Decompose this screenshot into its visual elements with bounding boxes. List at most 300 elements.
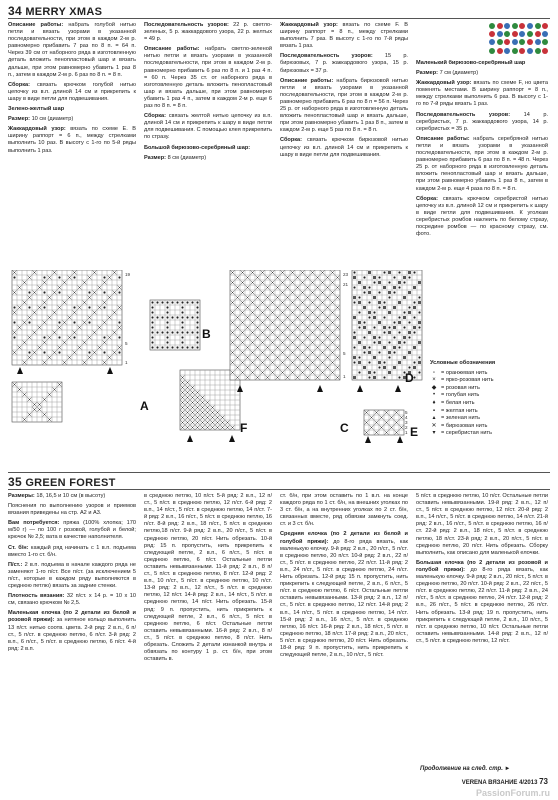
chart-d-fill-mark (358, 301, 361, 304)
repeat-arrow-icon (397, 436, 403, 443)
paragraph (8, 106, 136, 113)
paragraph-heading: Последовательность узоров: (144, 22, 229, 28)
paragraph-heading: П/ст.: (8, 561, 23, 568)
chart-d-fill-mark (393, 306, 396, 309)
paragraph-heading: Последовательность узоров: (416, 111, 511, 118)
chart-d-dot-mark (393, 336, 395, 338)
chart-d-dot-mark (403, 311, 405, 313)
section-35-heading (8, 475, 116, 489)
ornament-illustration (488, 22, 550, 56)
chart-d-dot-mark (418, 311, 420, 313)
chart-b2-dot-mark (156, 346, 158, 348)
chart-d-fill-mark (368, 311, 371, 314)
chart-b-dot-mark (43, 306, 45, 308)
chart-d-dot-mark (413, 316, 415, 318)
chart-d-dot-mark (418, 326, 420, 328)
legend-label: = ярко-розовая нить (441, 377, 494, 384)
chart-b2-dot-mark (196, 321, 198, 323)
chart-d-fill-mark (388, 331, 391, 334)
chart-d-fill-mark (353, 336, 356, 339)
chart-d-dot-mark (368, 286, 370, 288)
chart-d-dot-mark (413, 331, 415, 333)
chart-d-fill-mark (368, 271, 371, 274)
chart-d-dot-mark (393, 276, 395, 278)
paragraph-text: 32 п/ст. х 14 р. = 10 х 10 см, связано крючком № 2,5. (8, 593, 136, 607)
chart-b2-dot-mark (196, 346, 198, 348)
chart-b-dot-mark (13, 306, 15, 308)
chart-d-dot-mark (413, 301, 415, 303)
paragraph-text: вязать по схеме F, но цвета поменять местами. В ширину раппорт = 8 п., между стрелками выполнить 6 раз. В высоту с 1-го по 7-й ряды вязать 1 раз. (416, 80, 548, 108)
repeat-arrow-icon (365, 436, 371, 443)
ornament-dot (504, 31, 510, 37)
legend-symbol: × (432, 377, 436, 384)
chart-b2-dot-mark (196, 306, 198, 308)
chart-d-fill-mark (353, 296, 356, 299)
chart-d-fill-mark (408, 311, 411, 314)
chart-d-fill-mark (418, 361, 421, 364)
chart-b2-dot-mark (166, 321, 168, 323)
chart-b-dot-mark (58, 291, 60, 293)
chart-b2-dot-mark (181, 311, 183, 313)
paragraph (8, 610, 136, 653)
paragraph (416, 60, 548, 67)
paragraph-text: 5 п/ст. в среднюю петлю, 10 п/ст. Остальные петли оставить невывязанными. 19-й ряд: 2 в.п., 12 п/ст., 5 п/ст. в среднюю петлю, 12 п/ст. 20-й ряд: 2 в.п., 14 п/ст., 5 п/ст. в среднюю петлю, 14 п/ст. 21-й ряд: 2 в.п., 16 п/ст., 5 п/ст. в среднюю петлю, 16 п/ст. 22-й ряд: 2 в.п., 18 п/ст., 5 п/ст. в среднюю петлю, 18 п/ст. 23-й ряд: 2 в.п., 20 п/ст., 5 п/ст. в среднюю петлю, 20 п/ст. Нить обрезать. Сборку выполнить, как описано для маленькой елочки. (416, 493, 548, 556)
ornament-dot (489, 39, 495, 45)
paragraph (280, 53, 408, 74)
chart-b2-dot-mark (176, 331, 178, 333)
ornament-dot (527, 39, 533, 45)
legend-symbol: ▴ (432, 415, 436, 422)
paragraph-text: пряжа (100% хлопка; 170 м/50 г) — по 100 г розовой, голубой и белой; крючок № 2,5; вата в качестве наполнителя. (8, 520, 136, 541)
chart-b2-dot-mark (176, 301, 178, 303)
chart-b-dot-mark (58, 336, 60, 338)
chart-d-fill-mark (413, 326, 416, 329)
section-35-rule-top (8, 472, 550, 473)
legend-label: = розовая нить (441, 384, 480, 391)
legend-label: = серебристая нить (441, 430, 493, 437)
paragraph-text: связать крючком серебристой нитью цепочку из в.п. длиной 12 см и прикрепить к шару в виде петли для подвешивания. К уголкам серебристых ромбов наклеить по белому стразу, посредине ромбов — по красному стразу, см. фото. (416, 195, 548, 238)
chart-d-fill-mark (418, 281, 421, 284)
chart-d-dot-mark (388, 281, 390, 283)
chart-b2-dot-mark (151, 341, 153, 343)
paragraph-text: вязать по схеме F. В ширину раппорт = 8 п., между стрелками выполнить 7 раз. В высоту с 1-го по 7-й ряды вязать 1 раз. (280, 22, 408, 50)
ornament-dot (519, 31, 525, 37)
section-35-column-1 (8, 493, 136, 785)
chart-d-dot-mark (368, 316, 370, 318)
chart-d-fill-mark (373, 376, 376, 379)
chart-b2-dot-mark (151, 301, 153, 303)
chart-d-fill-mark (403, 336, 406, 339)
paragraph-heading: Средняя елочка (по 2 детали из белой и голубой пряжи): (280, 531, 408, 545)
chart-b2-dot-mark (151, 321, 153, 323)
ornament-dot (519, 23, 525, 29)
chart-d-fill-mark (388, 371, 391, 374)
chart-b-dot-mark (58, 321, 60, 323)
row-number: 5 (343, 351, 346, 356)
chart-b-dot-mark (88, 321, 90, 323)
chart-d-fill-mark (408, 291, 411, 294)
paragraph-text: 22 р. светло-зеленых, 5 р. жаккардового узора, 22 р. желтых = 49 р. (144, 22, 272, 43)
chart-b-dot-mark (73, 321, 75, 323)
chart-d-dot-mark (353, 331, 355, 333)
section-34-column-1 (8, 22, 136, 270)
chart-d-fill-mark (403, 276, 406, 279)
ornament-dot (512, 31, 518, 37)
section-34-heading (8, 4, 102, 18)
section-35-rule (8, 489, 550, 490)
chart-d-fill-mark (393, 346, 396, 349)
chart-b2-dot-mark (151, 311, 153, 313)
paragraph-heading: Плотность вязания: (8, 593, 65, 600)
chart-b2-dot-mark (156, 331, 158, 333)
chart-d-fill-mark (373, 276, 376, 279)
paragraph-text: связать крючком бирюзовой нитью цепочку из в.п. длиной 14 см и прикрепить к шару в виде петли для подвешивания. (280, 137, 408, 158)
chart-d-fill-mark (363, 286, 366, 289)
chart-b2-dot-mark (176, 316, 178, 318)
chart-b2-dot-mark (151, 336, 153, 338)
paragraph-heading: Жаккардовый узор: (416, 80, 472, 87)
chart-d-dot-mark (413, 376, 415, 378)
paragraph-text: 14 р. серебристых, 7 р. жаккардового узора, 14 р. серебристых = 35 р. (416, 111, 548, 132)
chart-b-dot-mark (73, 276, 75, 278)
paragraph-text: вязать по схеме Е. В ширину раппорт = 6 п., между стрелками выполнить 10 раз. В высоту с 1-го по 5-й ряды выполнить 1 раз. (8, 126, 136, 154)
chart-b-dot-mark (58, 351, 60, 353)
paragraph (8, 493, 136, 500)
legend (430, 360, 550, 438)
row-number: 3 (405, 420, 408, 425)
chart-d-dot-mark (408, 366, 410, 368)
chart-d-fill-mark (403, 296, 406, 299)
repeat-arrow-icon (229, 435, 235, 442)
paragraph-heading: Зелено-желтый шар (8, 106, 65, 113)
chart-b-dot-mark (103, 306, 105, 308)
chart-d-dot-mark (383, 271, 385, 273)
paragraph (8, 82, 136, 103)
chart-b2-dot-mark (196, 301, 198, 303)
chart-d-fill-mark (363, 346, 366, 349)
chart-b2-dot-mark (151, 346, 153, 348)
paragraph-heading: Размер: (416, 70, 439, 77)
chart-d-dot-mark (403, 281, 405, 283)
chart-b2-dot-mark (166, 311, 168, 313)
chart-d-fill-mark (398, 341, 401, 344)
legend-item (430, 392, 550, 400)
paragraph-heading: Описание работы: (144, 46, 200, 53)
section-34-title: MERRY XMAS (25, 6, 103, 18)
chart-b2-dot-mark (166, 331, 168, 333)
chart-b2-dot-mark (196, 341, 198, 343)
paragraph (8, 545, 136, 559)
chart-b-dot-mark (13, 321, 15, 323)
chart-b2-dot-mark (191, 316, 193, 318)
paragraph-heading: Большой бирюзово-серебряный шар: (144, 144, 251, 151)
paragraph-heading: Последовательность узоров: (280, 53, 373, 60)
ornament-dot (535, 39, 541, 45)
ornament-dot (489, 48, 495, 54)
magazine-name: VERENA ВЯЗАНИЕ (461, 780, 518, 786)
chart-d-dot-mark (413, 361, 415, 363)
ornament-dot (542, 48, 548, 54)
chart-d-fill-mark (418, 341, 421, 344)
legend-symbol: ▾ (432, 430, 436, 437)
chart-b2-dot-mark (186, 301, 188, 303)
chart-d-dot-mark (353, 301, 355, 303)
legend-item (430, 377, 550, 385)
chart-d-dot-mark (383, 376, 385, 378)
chart-d-fill-mark (408, 331, 411, 334)
ornament-dot (519, 48, 525, 54)
chart-d-fill-mark (373, 316, 376, 319)
legend-item (430, 408, 550, 416)
ornament-dot (497, 48, 503, 54)
paragraph (144, 113, 272, 141)
chart-d-fill-mark (388, 271, 391, 274)
section-35-number: 35 (8, 475, 22, 489)
chart-d-dot-mark (358, 311, 360, 313)
paragraph-text: набрать серебряной нитью петли и вязать узорами в указанной последовательности, при этом в каждом 2-м р. равномерно прибавить 6 раз по 8 п. = 48 п. Через 25 р. от наборного ряда в изготовленную деталь вложить пенопластовый шар и вязать дальше, при этом равномерно убавить 1 раз 8 п., затем в каждом 2-м р. еще 4 раза по 8 п. = 8 п. (416, 135, 548, 192)
chart-d-dot-mark (398, 271, 400, 273)
chart-d-fill-mark (353, 356, 356, 359)
chart-b-dot-mark (88, 351, 90, 353)
chart-d-fill-mark (378, 341, 381, 344)
chart-d-dot-mark (368, 376, 370, 378)
chart-b-dot-mark (28, 291, 30, 293)
paragraph-text: 8 см (диаметр) (166, 154, 207, 161)
chart-b2-dot-mark (171, 301, 173, 303)
paragraph (8, 520, 136, 541)
ornament-dot (489, 23, 495, 29)
chart-d-dot-mark (403, 326, 405, 328)
repeat-arrow-icon (17, 367, 23, 374)
chart-d-dot-mark (383, 301, 385, 303)
chart-d-fill-mark (358, 341, 361, 344)
ornament-dot (512, 23, 518, 29)
paragraph-text: за нитяное кольцо выполнить 13 п/ст. нитью соотв. цвета. 2-й ряд: 2 в.п., 6 п/ст., 5 п/ст. в среднюю петлю, 6 п/ст. 3-й ряд: 2 в.п., 6 п/ст., 5 п/ст. в среднюю петлю, 6 п/ст. 4-й ряд: 2 в.п. (8, 617, 136, 652)
paragraph (8, 593, 136, 607)
paragraph (280, 78, 408, 135)
issue-number: 4/2013 (519, 780, 538, 786)
chart-d-dot-mark (378, 306, 380, 308)
paragraph-text: до 8-го ряда вязать, как маленькую елочку. 9-й ряд: 2 в.п., 20 п/ст., 5 п/ст. в среднюю петлю, 20 п/ст. 10-й ряд: 2 в.п., 22 п/ст., 5 п/ст. в среднюю петлю, 22 п/ст. 11-й ряд: 2 в.п., 24 п/ст., 5 п/ст. в среднюю петлю, 24 п/ст. 12-й ряд: 2 в.п., 26 п/ст., 5 п/ст. в среднюю петлю, 26 п/ст. Нить обрезать. 13-й ряд: 19 п. пропустить, нить прикрепить к следующей петле, 2 в.п., 10 п/ст., 5 п/ст. в среднюю петлю, 10 п/ст. Остальные петли оставить невывязанными. 14-й ряд: 2 в.п., 12 п/ст., 5 п/ст. в среднюю петлю, 12 п/ст. (416, 566, 548, 644)
chart-b2-dot-mark (171, 346, 173, 348)
legend-symbol: ◆ (431, 384, 437, 391)
chart-b2-dot-mark (181, 331, 183, 333)
chart-d-fill-mark (383, 346, 386, 349)
chart-d-fill-mark (413, 306, 416, 309)
ornament-dot (497, 31, 503, 37)
paragraph-heading: Сборка: (144, 113, 167, 120)
chart-d-fill-mark (378, 361, 381, 364)
paragraph-text: набрать светло-зеленой нитью петли и вязать узорами в указанной последовательности, при этом в каждом 2-м р. равномерно прибавить 6 раз по 8 п. и 1 раз 4 п. = 60 п. Через 35 ст. от наборного ряда в изготовленную деталь вложить пенопластовый шар и вязать дальше, при этом равномерно убавить 1 раз 4 п., затем в каждом 2-м р. еще 6 раз по 8 п. = 8 п. (144, 46, 272, 110)
chart-b2-dot-mark (161, 316, 163, 318)
chart-d-dot-mark (368, 361, 370, 363)
repeat-arrow-icon (107, 367, 113, 374)
paragraph-heading: Вам потребуется: (8, 520, 60, 527)
chart-d-dot-mark (383, 316, 385, 318)
chart-d-fill-mark (383, 326, 386, 329)
legend-symbol: • (432, 392, 436, 399)
paragraph (280, 137, 408, 158)
chart-d-dot-mark (358, 371, 360, 373)
legend-item (430, 415, 550, 423)
ornament-dot (535, 23, 541, 29)
chart-label-c: C (340, 421, 349, 435)
chart-d-dot-mark (383, 331, 385, 333)
chart-d-dot-mark (363, 321, 365, 323)
chart-d-dot-mark (393, 321, 395, 323)
chart-b-dot-mark (43, 276, 45, 278)
chart-d-dot-mark (358, 296, 360, 298)
paragraph (416, 493, 548, 557)
chart-b2-dot-mark (161, 331, 163, 333)
paragraph (8, 126, 136, 154)
chart-d-fill-mark (368, 291, 371, 294)
legend-symbol: ♦ (432, 399, 436, 406)
legend-item (430, 423, 550, 431)
chart-d-dot-mark (383, 361, 385, 363)
chart-d-dot-mark (403, 341, 405, 343)
chart-d-dot-mark (373, 341, 375, 343)
chart-d-fill-mark (368, 331, 371, 334)
chart-b2-dot-mark (161, 301, 163, 303)
chart-d-fill-mark (353, 316, 356, 319)
chart-b-dot-mark (118, 336, 120, 338)
ornament-dot (535, 31, 541, 37)
chart-b-dot-mark (13, 276, 15, 278)
paragraph-text: набрать голубой нитью петли и вязать узорами в указанной последовательности, при этом в каждом 2-м р. равномерно прибавить 7 раз по 8 п. = 64 п. Через 39 см от наборного ряда в изготовленную деталь вложить пенопластовый шар и вязать дальше, при этом равномерно убавить 1 раз 8 п., затем в каждом 2-м р. 6 раз по 8 п. = 8 п. (8, 22, 136, 78)
row-number: 21 (343, 282, 349, 287)
repeat-arrow-icon (357, 385, 363, 392)
chart-d-dot-mark (363, 336, 365, 338)
chart-d-fill-mark (408, 271, 411, 274)
chart-b2-dot-mark (171, 331, 173, 333)
paragraph-heading: Описание работы: (8, 22, 64, 28)
chart-d-dot-mark (378, 276, 380, 278)
chart-d-fill-mark (383, 286, 386, 289)
chart-label-b: B (202, 327, 211, 341)
paragraph (144, 46, 272, 110)
paragraph (144, 22, 272, 43)
chart-b2-dot-mark (166, 326, 168, 328)
chart-label-e: E (410, 425, 419, 439)
paragraph-heading: Описание работы: (416, 135, 470, 142)
chart-d-dot-mark (353, 361, 355, 363)
chart-d-fill-mark (393, 366, 396, 369)
chart-d-dot-mark (388, 326, 390, 328)
ornament-dot (527, 48, 533, 54)
paragraph-heading: Сборка: (416, 195, 439, 202)
repeat-arrow-icon (317, 385, 323, 392)
chart-d-fill-mark (383, 366, 386, 369)
paragraph-heading: Ст. б/н: (8, 544, 29, 551)
chart-d-dot-mark (398, 331, 400, 333)
legend-item (430, 370, 550, 378)
chart-b-dot-mark (28, 321, 30, 323)
chart-d-fill-mark (388, 291, 391, 294)
legend-label: = зеленая нить (441, 415, 481, 422)
chart-b2-dot-mark (171, 316, 173, 318)
page-number: 73 (539, 777, 548, 786)
chart-b2-dot-mark (166, 346, 168, 348)
chart-b2-dot-mark (186, 331, 188, 333)
paragraph-heading: Жаккардовый узор: (280, 22, 338, 28)
chart-b2-dot-mark (166, 341, 168, 343)
paragraph-heading: Маленькая елочка (по 2 детали из белой и розовой пряжи): (8, 610, 136, 624)
paragraph-heading: Сборка: (280, 137, 303, 144)
chart-d-dot-mark (393, 351, 395, 353)
chart-b2-dot-mark (166, 336, 168, 338)
chart-b2-dot-mark (156, 316, 158, 318)
section-35-column-2 (144, 493, 272, 785)
section-35-title: GREEN FOREST (25, 477, 116, 489)
paragraph (144, 493, 272, 663)
paragraph-text: 2 в.п. подъема в начале каждого ряда не заменяют 1-го п/ст. Все п/ст. (за исключением 5 п/ст., которые в каждом ряду выполняются в среднюю петлю) вязать за задние стенки. (8, 561, 136, 590)
chart-d-dot-mark (393, 291, 395, 293)
ornament-dot (504, 23, 510, 29)
chart-d-dot-mark (408, 276, 410, 278)
chart-b2-dot-mark (196, 316, 198, 318)
paragraph (416, 70, 548, 77)
paragraph-text: в среднюю петлю, 10 п/ст. 5-й ряд: 2 в.п., 12 п/ст., 5 п/ст. в среднюю петлю, 12 п/ст. 6-й ряд: 2 в.п., 14 п/ст., 5 п/ст. в среднюю петлю, 14 п/ст. 7-й ряд: 2 в.п., 16 п/ст., 5 п/ст. в среднюю петлю, 16 п/ст. 8-й ряд: 2 в.п., 18 п/ст., 5 п/ст. в среднюю петлю,18 п/ст. 9-й ряд: 2 в.п., 20 п/ст., 5 п/ст. в среднюю петлю, 20 п/ст. Нить обрезать. 10-й ряд: 15 п. пропустить, нить прикрепить к следующей петле, 2 в.п., 6 п/ст., 5 п/ст. в среднюю петлю, 6 п/ст. Остальные петли оставить невывязанными. 11-й ряд: 2 в.п., 8 п/ст., 5 п/ст. в среднюю петлю, 8 п/ст. 12-й ряд: 2 в.п., 10 п/ст., 5 п/ст. в среднюю петлю, 10 п/ст. 13-й ряд: 2 в.п., 12 п/ст., 5 п/ст. в среднюю петлю, 12 п/ст. 14-й ряд: 2 в.п., 14 п/ст., 5 п/ст. в среднюю петлю, 14 п/ст. Нить обрезать. 15-й ряд: 9 п. пропустить, нить прикрепить к следующей петле, 2 в.п., 6 п/ст., 5 п/ст. в среднюю петлю, 6 п/ст. Остальные петли оставить невывязанными. 16-й ряд: 2 в.п., 8 п/ст., 5 п/ст. в среднюю петлю, 8 п/ст. Нить обрезать. Сложить 2 детали изнанкой внутрь и обвязать по контуру 1 р. ст. б/н, при этом оставить в. (144, 493, 272, 663)
chart-d-fill-mark (413, 366, 416, 369)
section-35-column-3 (280, 493, 408, 785)
chart-b2-dot-mark (156, 301, 158, 303)
section-34-number: 34 (8, 4, 22, 18)
row-number: 19 (125, 272, 131, 277)
legend-title: Условные обозначения (430, 360, 496, 366)
paragraph-text: Пояснения по выполнению узоров и приемов вязания приведены на стр. А2 и А3. (8, 503, 136, 517)
chart-b-dot-mark (43, 336, 45, 338)
chart-b-dot-mark (118, 276, 120, 278)
chart-d-dot-mark (388, 356, 390, 358)
chart-d-dot-mark (368, 301, 370, 303)
chart-d-fill-mark (398, 321, 401, 324)
chart-label-a: A (140, 399, 149, 413)
paragraph (8, 22, 136, 79)
chart-d-dot-mark (418, 296, 420, 298)
chart-d-fill-mark (363, 366, 366, 369)
paragraph-text: 10 см (диаметр) (30, 116, 74, 123)
chart-d-dot-mark (413, 271, 415, 273)
ornament-dot (542, 23, 548, 29)
legend-symbol: ▪ (432, 407, 436, 414)
continuation-note: Продолжение на след. стр. ► (420, 766, 511, 772)
chart-b2-dot-mark (166, 316, 168, 318)
chart-b-dot-mark (28, 306, 30, 308)
row-number: 1 (343, 374, 346, 379)
chart-b2-dot-mark (191, 346, 193, 348)
chart-b2-dot-mark (151, 316, 153, 318)
legend-item (430, 385, 550, 393)
paragraph (416, 80, 548, 108)
chart-d-fill-mark (353, 376, 356, 379)
chart-d-dot-mark (418, 356, 420, 358)
legend-label: = желтая нить (441, 407, 478, 414)
row-number: 5 (405, 410, 408, 415)
paragraph-text: 7 см (диаметр) (438, 70, 479, 77)
row-number: 2 (405, 425, 408, 430)
chart-b2-dot-mark (181, 306, 183, 308)
repeat-arrow-icon (187, 435, 193, 442)
paragraph-heading: Описание работы: (280, 77, 334, 84)
legend-label: = белая нить (441, 399, 475, 406)
chart-d-fill-mark (363, 306, 366, 309)
chart-d-dot-mark (378, 366, 380, 368)
chart-b2-dot-mark (186, 346, 188, 348)
paragraph (416, 560, 548, 645)
paragraph-text: до 8-го ряда вязать, как маленькую елочку. 9-й ряд: 2 в.п., 20 п/ст., 5 п/ст. в среднюю петлю, 20 п/ст. 10-й ряд: 2 в.п., 22 п/ст., 5 п/ст. в среднюю петлю, 22 п/ст. 11-й ряд: 2 в.п., 24 п/ст., 5 п/ст. в среднюю петлю, 24 п/ст. Нить обрезать. 12-й ряд: 15 п. пропустить, нить прикрепить к следующей петле, 2 в.п., 6 п/ст., 5 п/ст. в среднюю петлю, 6 п/ст. Остальные петли оставить невывязанными. 13-й ряд: 2 в.п., 12 п/ст., 5 п/ст. в среднюю петлю, 12 п/ст. 14-й ряд: 2 в.п., 14 п/ст., 5 п/ст. в среднюю петлю, 14 п/ст. 15-й ряд: 2 в.п., 16 п/ст., 5 п/ст. в среднюю петлю, 16 п/ст. 16-й ряд: 2 в.п., 18 п/ст., 5 п/ст. в среднюю петлю, 18 п/ст. 17-й ряд: 2 в.п., 20 п/ст., 5 п/ст. в среднюю петлю, 20 п/ст. Нить обрезать. 18-й ряд: 9 п. пропустить, нить прикрепить к следующей петле, 2 в.п., 10 п/ст., 5 п/ст. (280, 538, 408, 659)
chart-d-dot-mark (398, 376, 400, 378)
